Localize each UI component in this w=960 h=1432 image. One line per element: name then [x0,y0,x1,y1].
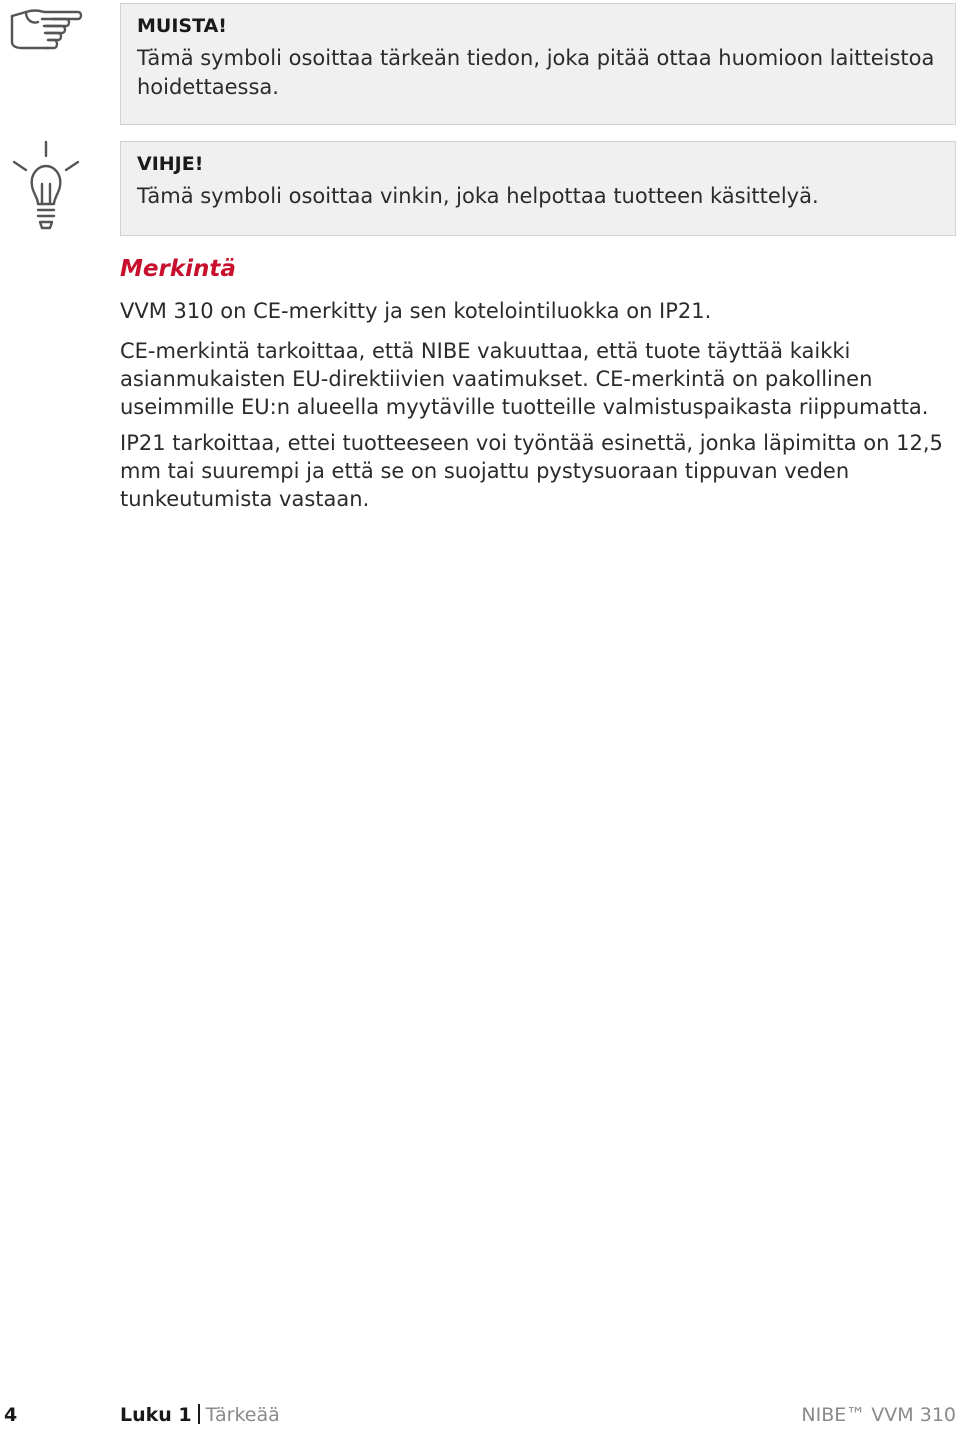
paragraph: IP21 tarkoittaa, ettei tuotteeseen voi työntää esinettä, jonka läpimitta on 12,5 mm tai suurempi ja että se on suojattu pystysuoraan tippuvan veden tunkeutumista vastaan. [120,431,943,511]
chapter-number: Luku 1 [120,1404,192,1426]
notice-text: Tämä symboli osoittaa vinkin, joka helpottaa tuotteen käsittelyä. [137,184,819,208]
chapter-name: Tärkeää [205,1404,280,1426]
notice-text: Tämä symboli osoittaa tärkeän tiedon, joka pitää ottaa huomioon laitteistoa hoidettaessa. [137,46,935,99]
notice-vihje [120,141,956,236]
lightbulb-icon [8,140,84,232]
section-heading: Merkintä [120,256,236,282]
chapter-label [120,1404,280,1426]
chapter-separator [198,1404,200,1424]
pointing-hand-icon [8,4,84,52]
notice-muista [120,3,956,125]
paragraph: VVM 310 on CE-merkitty ja sen kotelointiluokka on IP21. [120,299,712,323]
page-number: 4 [4,1404,18,1426]
notice-title: VIHJE! [137,153,204,175]
page-footer [0,1404,960,1432]
notice-title: MUISTA! [137,15,227,37]
product-name: NIBE™ VVM 310 [801,1404,956,1426]
paragraph: CE-merkintä tarkoittaa, että NIBE vakuuttaa, että tuote täyttää kaikki asianmukaisten EU-direktiivien vaatimukset. CE-merkintä on pakollinen useimmille EU:n alueella myytäville tuotteille valmistuspaikasta riippumatta. [120,339,929,419]
